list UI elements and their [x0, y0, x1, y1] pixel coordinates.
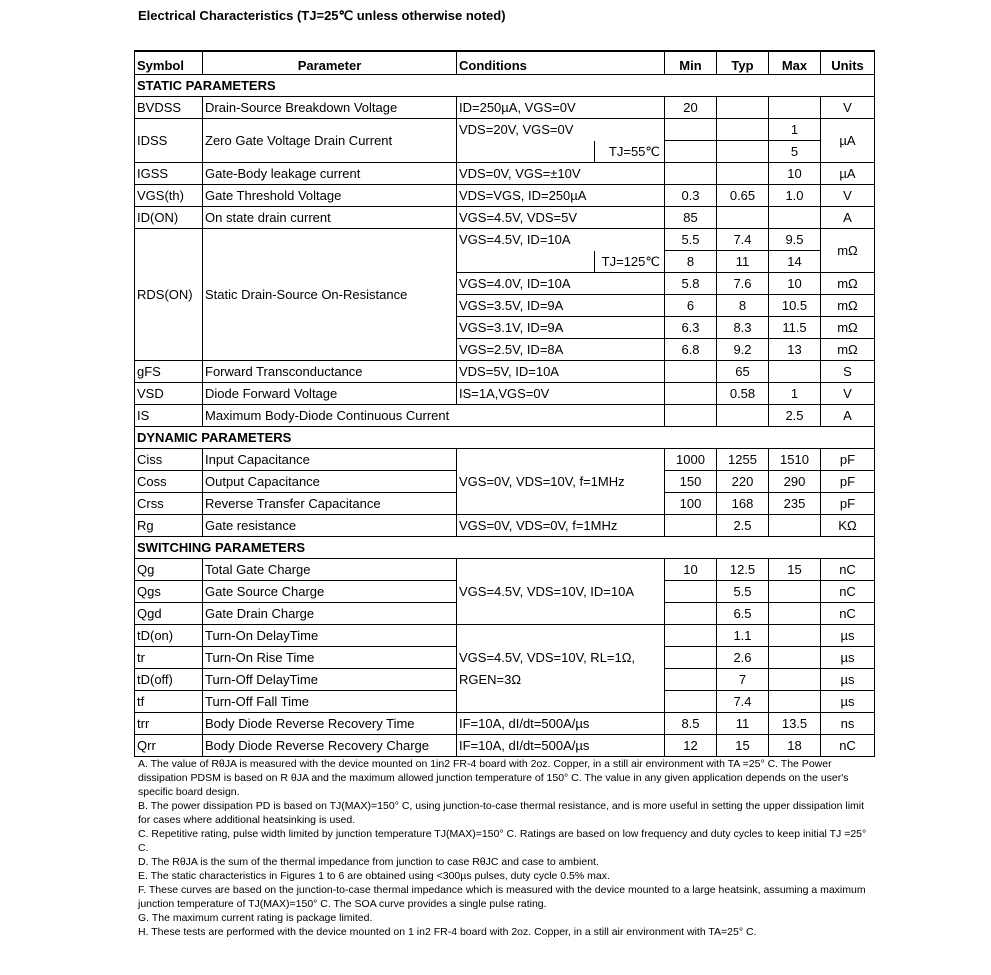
unit: V — [821, 185, 875, 207]
electrical-characteristics-table — [134, 50, 875, 757]
unit: nC — [821, 581, 875, 603]
parameter: Reverse Transfer Capacitance — [203, 493, 457, 515]
unit: ns — [821, 713, 875, 735]
condition: VGS=3.1V, ID=9A — [457, 317, 665, 339]
typ: 7.4 — [717, 691, 769, 713]
typ — [717, 97, 769, 119]
footnote-h: H. These tests are performed with the device mounted on 1 in2 FR-4 board with 2oz. Copper, in a still air environment with TA=25° C. — [138, 926, 757, 938]
min: 8 — [665, 251, 717, 273]
max: 1.0 — [769, 185, 821, 207]
condition-tj: TJ=55℃ — [594, 141, 664, 163]
symbol: IS — [135, 405, 203, 427]
parameter: Input Capacitance — [203, 449, 457, 471]
condition: VDS=20V, VGS=0V — [457, 119, 665, 141]
parameter: Body Diode Reverse Recovery Charge — [203, 735, 457, 757]
section-static: STATIC PARAMETERS — [135, 75, 875, 97]
min: 20 — [665, 97, 717, 119]
min: 5.8 — [665, 273, 717, 295]
min: 1000 — [665, 449, 717, 471]
typ: 2.6 — [717, 647, 769, 669]
symbol: Ciss — [135, 449, 203, 471]
min: 6 — [665, 295, 717, 317]
condition — [457, 625, 665, 713]
typ: 7.4 — [717, 229, 769, 251]
unit: A — [821, 207, 875, 229]
unit: nC — [821, 559, 875, 581]
footnotes — [138, 757, 868, 939]
table-row — [135, 185, 875, 207]
max: 15 — [769, 559, 821, 581]
header-conditions: Conditions — [457, 51, 665, 75]
max: 11.5 — [769, 317, 821, 339]
unit: mΩ — [821, 317, 875, 339]
table-row — [135, 449, 875, 471]
parameter: Gate resistance — [203, 515, 457, 537]
table-row — [135, 361, 875, 383]
unit: µA — [821, 163, 875, 185]
table-row — [135, 97, 875, 119]
footnote-d: D. The RθJA is the sum of the thermal impedance from junction to case RθJC and case to ambient. — [138, 856, 599, 868]
footnote-a: A. The value of RθJA is measured with the device mounted on 1in2 FR-4 board with 2oz. Copper, in a still air environment with TA =25° C. The Power dissipation PDSM is based on R θJA and the maximum allowed junction temperature of 150° C. The value in any given application depends on the user's specific board design. — [138, 758, 849, 798]
parameter: Turn-On DelayTime — [203, 625, 457, 647]
typ: 9.2 — [717, 339, 769, 361]
header-parameter: Parameter — [203, 51, 457, 75]
condition: VGS=0V, VDS=0V, f=1MHz — [457, 515, 665, 537]
footnote-c: C. Repetitive rating, pulse width limited by junction temperature TJ(MAX)=150° C. Ratings are based on low frequency and duty cycles to keep initial TJ =25° C. — [138, 828, 867, 854]
parameter: Output Capacitance — [203, 471, 457, 493]
condition: VGS=2.5V, ID=8A — [457, 339, 665, 361]
max: 10 — [769, 273, 821, 295]
typ: 1.1 — [717, 625, 769, 647]
symbol: IDSS — [135, 119, 203, 163]
unit: µs — [821, 669, 875, 691]
table-row — [135, 229, 875, 251]
symbol: Crss — [135, 493, 203, 515]
unit: mΩ — [821, 295, 875, 317]
condition: VDS=VGS, ID=250µA — [457, 185, 665, 207]
typ: 0.65 — [717, 185, 769, 207]
parameter: Gate-Body leakage current — [203, 163, 457, 185]
page-title: Electrical Characteristics (TJ=25℃ unless otherwise noted) — [138, 8, 506, 23]
typ: 12.5 — [717, 559, 769, 581]
typ: 8 — [717, 295, 769, 317]
condition: VGS=4.0V, ID=10A — [457, 273, 665, 295]
condition-line-2: RGEN=3Ω — [459, 671, 522, 687]
typ: 15 — [717, 735, 769, 757]
parameter: Drain-Source Breakdown Voltage — [203, 97, 457, 119]
parameter: Turn-Off Fall Time — [203, 691, 457, 713]
table-row — [135, 515, 875, 537]
unit: V — [821, 97, 875, 119]
typ: 7 — [717, 669, 769, 691]
symbol: Rg — [135, 515, 203, 537]
condition: VGS=4.5V, VDS=5V — [457, 207, 665, 229]
min: 6.3 — [665, 317, 717, 339]
symbol: RDS(ON) — [135, 229, 203, 361]
condition-tj: TJ=125℃ — [594, 251, 664, 273]
section-dynamic: DYNAMIC PARAMETERS — [135, 427, 875, 449]
symbol: BVDSS — [135, 97, 203, 119]
table-row — [135, 163, 875, 185]
condition: IF=10A, dI/dt=500A/µs — [457, 735, 665, 757]
symbol: trr — [135, 713, 203, 735]
typ: 11 — [717, 713, 769, 735]
parameter: Total Gate Charge — [203, 559, 457, 581]
header-max: Max — [769, 51, 821, 75]
unit: µs — [821, 625, 875, 647]
unit: pF — [821, 493, 875, 515]
typ: 220 — [717, 471, 769, 493]
unit: µs — [821, 691, 875, 713]
typ: 2.5 — [717, 515, 769, 537]
typ: 1255 — [717, 449, 769, 471]
header-row — [135, 51, 875, 75]
symbol: IGSS — [135, 163, 203, 185]
header-min: Min — [665, 51, 717, 75]
unit: nC — [821, 735, 875, 757]
max: 9.5 — [769, 229, 821, 251]
unit: A — [821, 405, 875, 427]
parameter: Gate Threshold Voltage — [203, 185, 457, 207]
symbol: Qgs — [135, 581, 203, 603]
condition: VGS=4.5V, ID=10A — [457, 229, 665, 251]
typ: 5.5 — [717, 581, 769, 603]
max: 13 — [769, 339, 821, 361]
max: 1 — [769, 119, 821, 141]
header-symbol: Symbol — [135, 51, 203, 75]
condition-line-1: VGS=4.5V, VDS=10V, RL=1Ω, — [459, 649, 636, 665]
min: 150 — [665, 471, 717, 493]
max — [769, 97, 821, 119]
parameter: Gate Source Charge — [203, 581, 457, 603]
symbol: tD(on) — [135, 625, 203, 647]
max: 10.5 — [769, 295, 821, 317]
condition: VGS=0V, VDS=10V, f=1MHz — [457, 449, 665, 515]
parameter: Diode Forward Voltage — [203, 383, 457, 405]
typ: 65 — [717, 361, 769, 383]
unit: pF — [821, 449, 875, 471]
footnote-f: F. These curves are based on the junction-to-case thermal impedance which is measured with the device mounted to a large heatsink, assuming a maximum junction temperature of TJ(MAX)=150° C. The SOA curve provides a single pulse rating. — [138, 884, 866, 910]
table-row — [135, 625, 875, 647]
symbol: Coss — [135, 471, 203, 493]
symbol: Qgd — [135, 603, 203, 625]
max: 1 — [769, 383, 821, 405]
typ: 8.3 — [717, 317, 769, 339]
header-typ: Typ — [717, 51, 769, 75]
typ: 0.58 — [717, 383, 769, 405]
symbol: Qg — [135, 559, 203, 581]
parameter: Turn-Off DelayTime — [203, 669, 457, 691]
unit: V — [821, 383, 875, 405]
max: 13.5 — [769, 713, 821, 735]
section-switching: SWITCHING PARAMETERS — [135, 537, 875, 559]
symbol: ID(ON) — [135, 207, 203, 229]
symbol: VGS(th) — [135, 185, 203, 207]
footnote-g: G. The maximum current rating is package limited. — [138, 912, 373, 924]
max: 14 — [769, 251, 821, 273]
symbol: tf — [135, 691, 203, 713]
footnote-b: B. The power dissipation PD is based on TJ(MAX)=150° C, using junction-to-case thermal resistance, and is more useful in setting the upper dissipation limit for cases where additional heatsinking is used. — [138, 800, 865, 826]
max: 10 — [769, 163, 821, 185]
min: 5.5 — [665, 229, 717, 251]
table-row — [135, 207, 875, 229]
max: 290 — [769, 471, 821, 493]
typ: 6.5 — [717, 603, 769, 625]
table-row — [135, 383, 875, 405]
header-units: Units — [821, 51, 875, 75]
table-row — [135, 735, 875, 757]
unit: S — [821, 361, 875, 383]
max: 18 — [769, 735, 821, 757]
unit: mΩ — [821, 229, 875, 273]
symbol: tD(off) — [135, 669, 203, 691]
max: 1510 — [769, 449, 821, 471]
condition: IS=1A,VGS=0V — [457, 383, 665, 405]
max: 2.5 — [769, 405, 821, 427]
condition: ID=250µA, VGS=0V — [457, 97, 665, 119]
min: 6.8 — [665, 339, 717, 361]
condition: IF=10A, dI/dt=500A/µs — [457, 713, 665, 735]
parameter: Turn-On Rise Time — [203, 647, 457, 669]
min: 100 — [665, 493, 717, 515]
parameter: Gate Drain Charge — [203, 603, 457, 625]
max: 5 — [769, 141, 821, 163]
typ: 168 — [717, 493, 769, 515]
unit: mΩ — [821, 273, 875, 295]
unit: nC — [821, 603, 875, 625]
max: 235 — [769, 493, 821, 515]
parameter: Forward Transconductance — [203, 361, 457, 383]
parameter: Maximum Body-Diode Continuous Current — [203, 405, 665, 427]
unit: KΩ — [821, 515, 875, 537]
condition: VDS=5V, ID=10A — [457, 361, 665, 383]
table-row — [135, 405, 875, 427]
min: 12 — [665, 735, 717, 757]
table-row — [135, 713, 875, 735]
condition: VGS=4.5V, VDS=10V, ID=10A — [457, 559, 665, 625]
typ: 7.6 — [717, 273, 769, 295]
table-row — [135, 119, 875, 141]
symbol: VSD — [135, 383, 203, 405]
symbol: tr — [135, 647, 203, 669]
condition: VGS=3.5V, ID=9A — [457, 295, 665, 317]
min: 8.5 — [665, 713, 717, 735]
condition: VDS=0V, VGS=±10V — [457, 163, 665, 185]
min: 85 — [665, 207, 717, 229]
parameter: On state drain current — [203, 207, 457, 229]
unit: pF — [821, 471, 875, 493]
footnote-e: E. The static characteristics in Figures 1 to 6 are obtained using <300µs pulses, duty cycle 0.5% max. — [138, 870, 610, 882]
symbol: gFS — [135, 361, 203, 383]
parameter: Static Drain-Source On-Resistance — [203, 229, 457, 361]
unit: µs — [821, 647, 875, 669]
typ: 11 — [717, 251, 769, 273]
min: 10 — [665, 559, 717, 581]
unit: µA — [821, 119, 875, 163]
parameter: Body Diode Reverse Recovery Time — [203, 713, 457, 735]
unit: mΩ — [821, 339, 875, 361]
table-row — [135, 559, 875, 581]
symbol: Qrr — [135, 735, 203, 757]
min: 0.3 — [665, 185, 717, 207]
parameter: Zero Gate Voltage Drain Current — [203, 119, 457, 163]
